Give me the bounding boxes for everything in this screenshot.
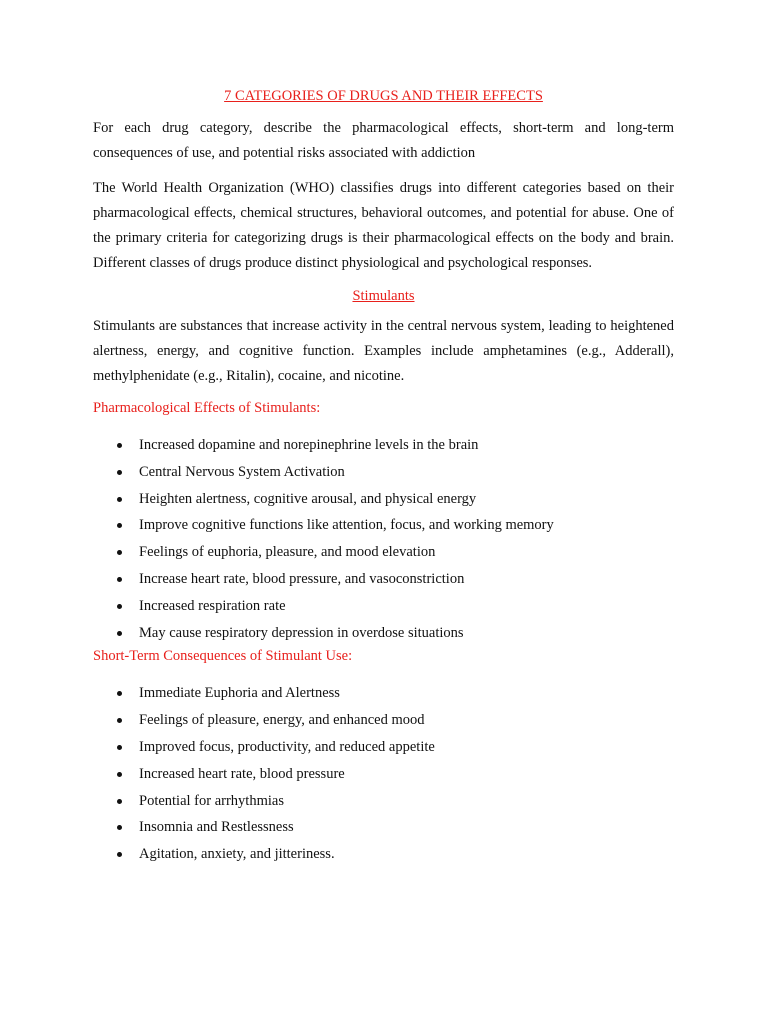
list-item-text: May cause respiratory depression in overdose situations — [139, 624, 464, 641]
list-item-text: Improve cognitive functions like attention, focus, and working memory — [139, 517, 554, 534]
list-item — [93, 486, 674, 513]
bullet-icon — [117, 852, 122, 857]
list-item-text: Increased respiration rate — [139, 597, 286, 614]
list-item — [93, 620, 674, 647]
bullet-icon — [117, 799, 122, 804]
bullet-icon — [117, 550, 122, 555]
list-item-text: Heighten alertness, cognitive arousal, and physical energy — [139, 490, 477, 507]
section-title-stimulants: Stimulants — [352, 288, 415, 304]
list-item-text: Improved focus, productivity, and reduced appetite — [139, 738, 435, 755]
bullet-icon — [117, 718, 122, 723]
list-item — [93, 707, 674, 734]
list-item — [93, 814, 674, 841]
bullet-icon — [117, 825, 122, 830]
list-item-text: Insomnia and Restlessness — [139, 819, 294, 836]
who-paragraph: The World Health Organization (WHO) classifies drugs into different categories based on their pharmacological effects, chemical structures, behavioral outcomes, and potential for abuse. One of the primary criteria for categorizing drugs is their pharmacological effects on the body and brain. Different classes of drugs produce distinct physiological and psychological responses. — [93, 180, 674, 271]
list-item — [93, 761, 674, 788]
bullet-icon — [117, 745, 122, 750]
list-item — [93, 459, 674, 486]
short-term-list — [93, 680, 674, 868]
list-item-text: Agitation, anxiety, and jitteriness. — [139, 846, 335, 863]
list-item-text: Feelings of euphoria, pleasure, and mood elevation — [139, 544, 436, 561]
bullet-icon — [117, 577, 122, 582]
list-item — [93, 788, 674, 815]
bullet-icon — [117, 443, 122, 448]
bullet-icon — [117, 772, 122, 777]
bullet-icon — [117, 631, 122, 636]
list-item — [93, 680, 674, 707]
list-item-text: Increased dopamine and norepinephrine levels in the brain — [139, 437, 479, 453]
bullet-icon — [117, 604, 122, 609]
list-item-text: Increase heart rate, blood pressure, and vasoconstriction — [139, 570, 465, 587]
bullet-icon — [117, 523, 122, 528]
list-item — [93, 566, 674, 593]
list-item — [93, 512, 674, 539]
bullet-icon — [117, 470, 122, 475]
list-item — [93, 432, 674, 459]
list-item — [93, 734, 674, 761]
document-page — [93, 86, 674, 868]
list-item-text: Immediate Euphoria and Alertness — [139, 685, 340, 702]
bullet-icon — [117, 497, 122, 502]
stimulants-paragraph: Stimulants are substances that increase activity in the central nervous system, leading to heightened alertness, energy, and cognitive function. Examples include amphetamines (e.g., Adderall), methylphenidate (e.g., Ritalin), cocaine, and nicotine. — [93, 318, 674, 384]
bullet-icon — [117, 691, 122, 696]
short-term-heading: Short-Term Consequences of Stimulant Use: — [93, 648, 353, 665]
list-item-text: Increased heart rate, blood pressure — [139, 765, 345, 782]
effects-list — [93, 432, 674, 646]
list-item — [93, 841, 674, 868]
list-item — [93, 539, 674, 566]
list-item-text: Central Nervous System Activation — [139, 463, 345, 480]
effects-heading: Pharmacological Effects of Stimulants: — [93, 400, 321, 416]
list-item-text: Potential for arrhythmias — [139, 792, 284, 809]
document-title: 7 CATEGORIES OF DRUGS AND THEIR EFFECTS — [224, 88, 543, 104]
list-item — [93, 593, 674, 620]
list-item-text: Feelings of pleasure, energy, and enhanced mood — [139, 712, 425, 729]
intro-paragraph: For each drug category, describe the pharmacological effects, short-term and long-term consequences of use, and potential risks associated with addiction — [93, 120, 674, 161]
